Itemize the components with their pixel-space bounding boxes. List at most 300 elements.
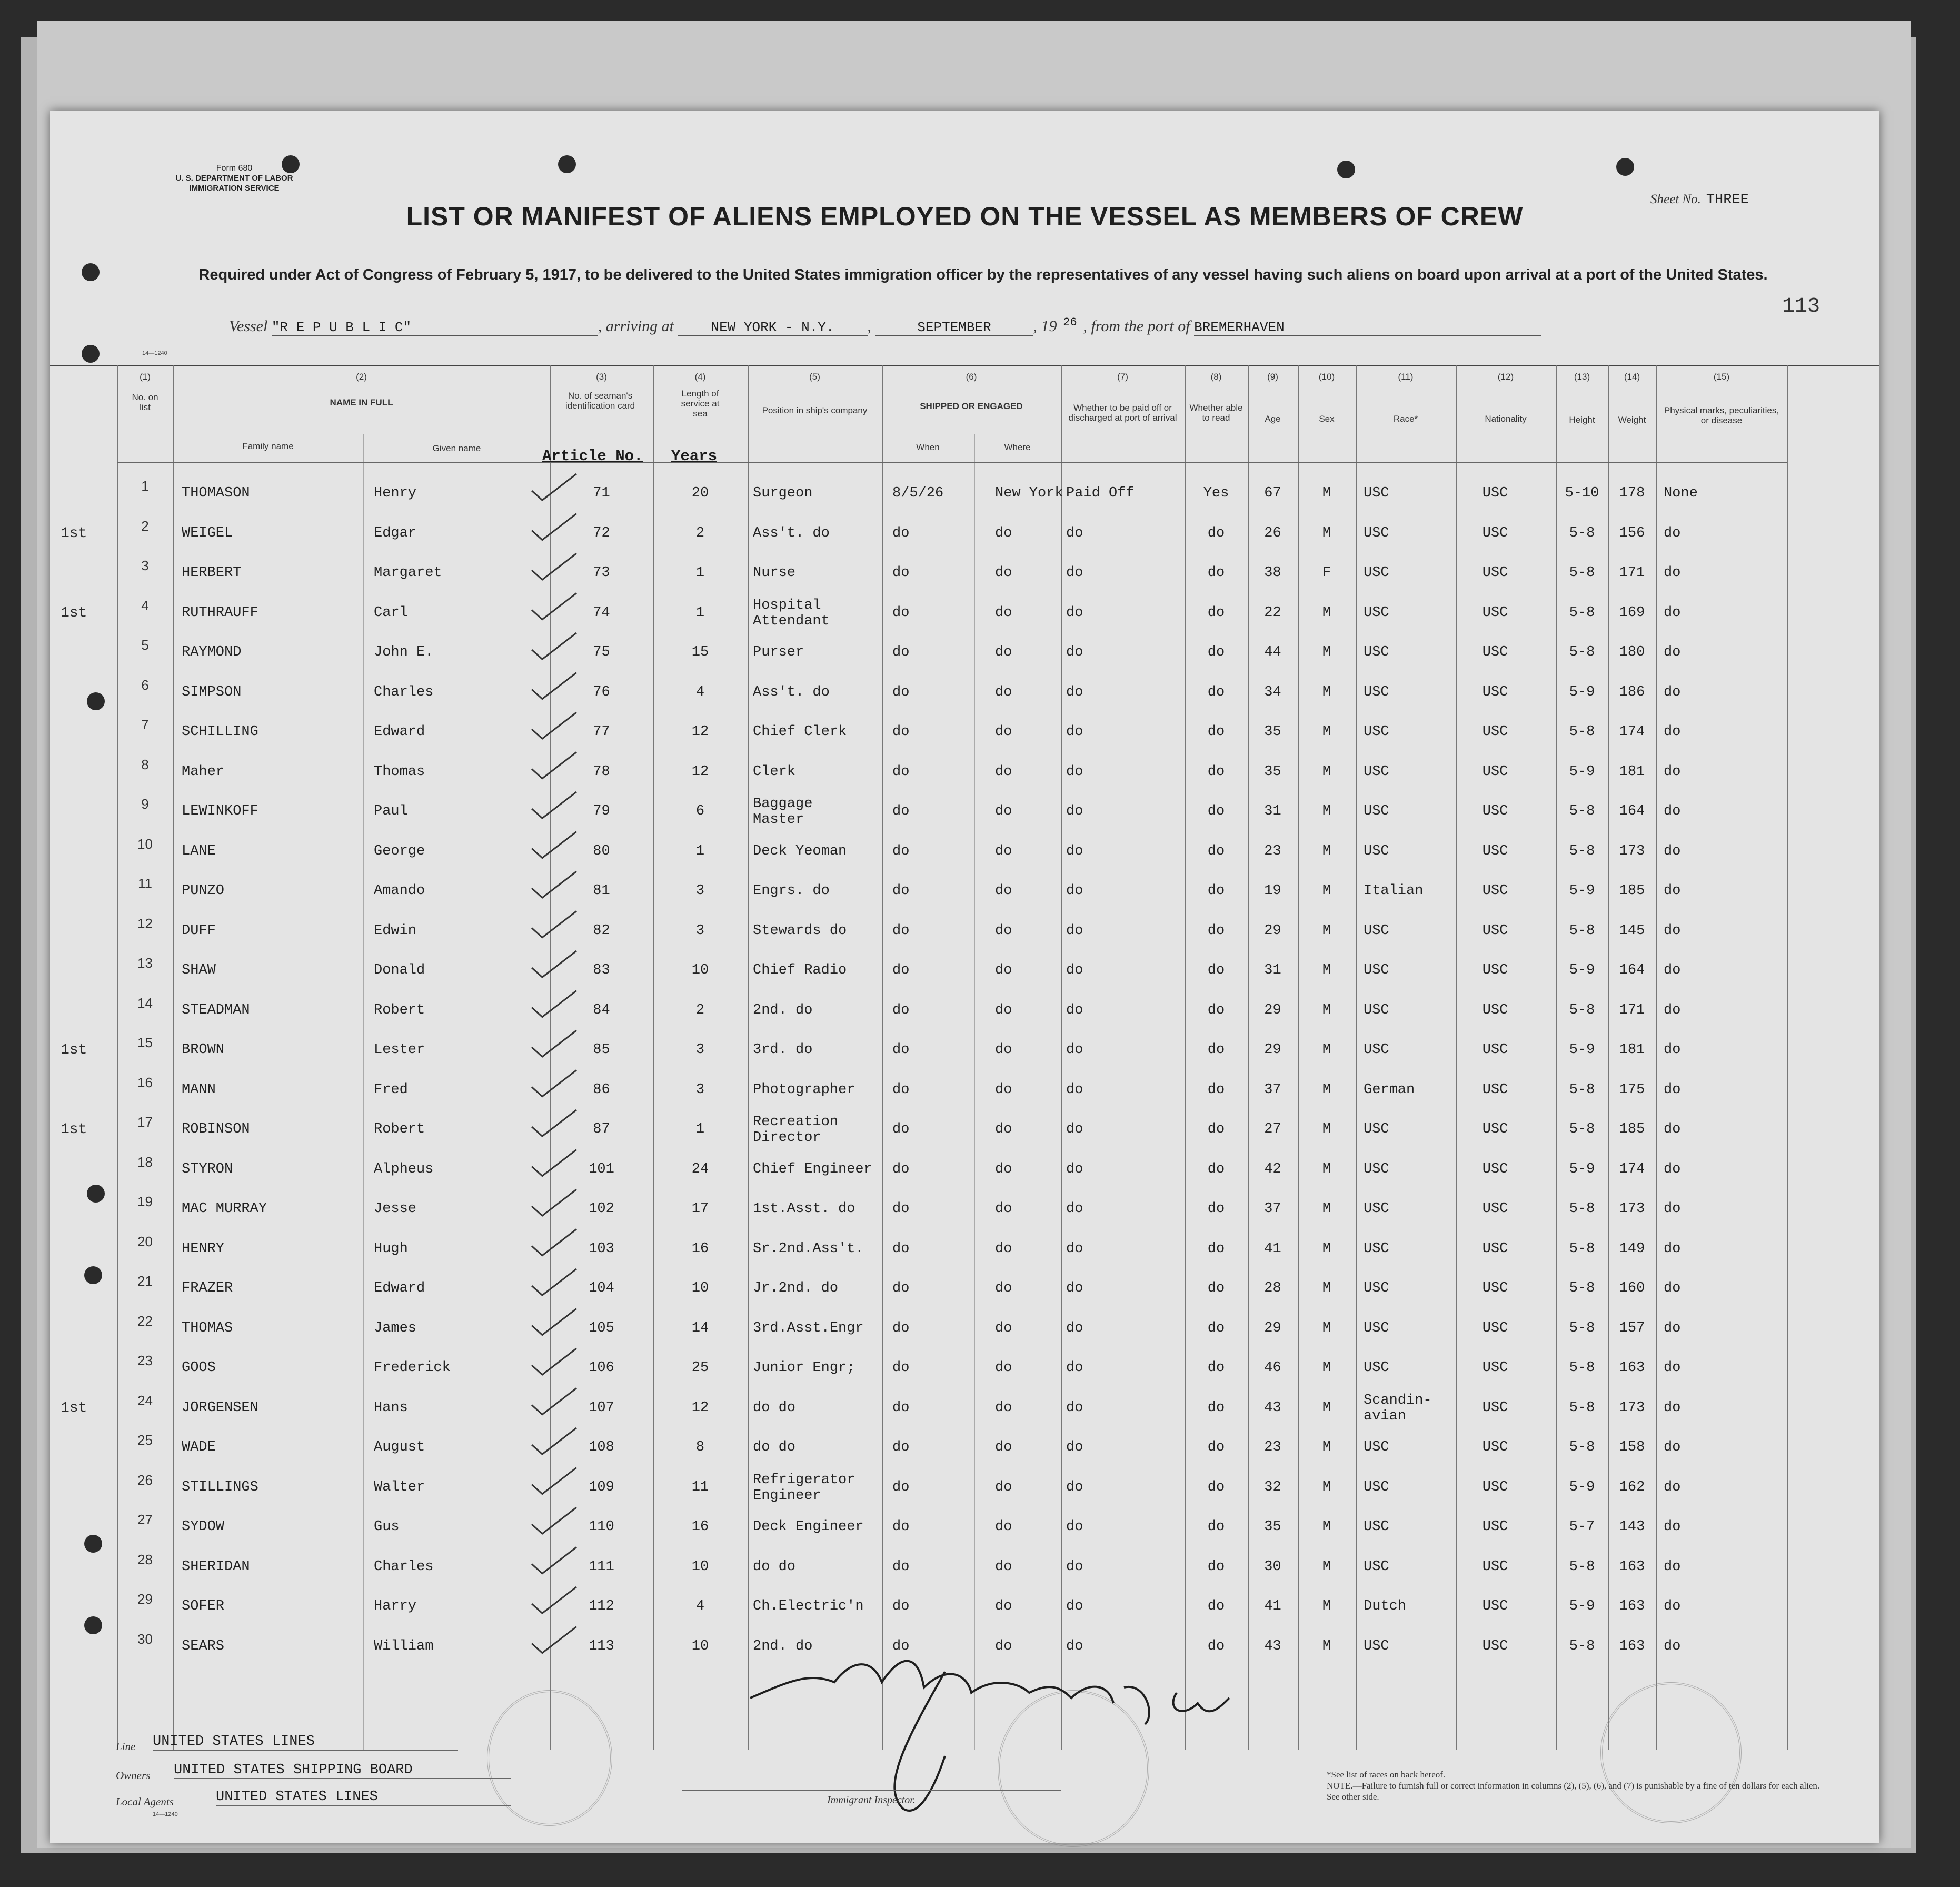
col-number: (6) — [966, 372, 977, 382]
sheet-number-label: Sheet No. — [1650, 192, 1701, 206]
cell-where: do — [995, 922, 1012, 939]
cell-where: do — [995, 1320, 1012, 1336]
cell-nat: USC — [1482, 883, 1508, 899]
cell-phys: do — [1664, 1360, 1681, 1376]
cell-w: 185 — [1619, 1121, 1645, 1137]
cell-nat: USC — [1482, 1002, 1508, 1018]
cell-w: 145 — [1619, 922, 1645, 939]
cell-n: 5 — [141, 637, 149, 653]
cell-card: 74 — [593, 604, 610, 621]
cell-pos: Ch.Electric'n — [753, 1598, 864, 1614]
check-mark — [532, 1587, 576, 1613]
cell-n: 14 — [137, 995, 153, 1011]
cell-sex: M — [1322, 1598, 1331, 1614]
cell-where: do — [995, 1558, 1012, 1575]
cell-nat: USC — [1482, 604, 1508, 621]
cell-years: 8 — [695, 1439, 705, 1455]
cell-h: 5-8 — [1569, 1638, 1595, 1654]
cell-nat: USC — [1482, 1360, 1508, 1376]
cell-n: 10 — [137, 836, 153, 852]
cell-given: James — [374, 1320, 417, 1336]
header-where: Where — [1004, 442, 1031, 452]
cell-age: 38 — [1264, 565, 1281, 581]
cell-sex: M — [1322, 883, 1331, 899]
check-mark — [532, 474, 576, 500]
cell-given: Edward — [374, 1280, 425, 1296]
cell-family: SIMPSON — [182, 684, 242, 700]
cell-family: LANE — [182, 843, 216, 859]
cell-phys: do — [1664, 1479, 1681, 1495]
cell-given: August — [374, 1439, 425, 1455]
cell-age: 41 — [1264, 1240, 1281, 1257]
cell-card: 71 — [593, 485, 610, 501]
inspector-label: Immigrant Inspector. — [682, 1790, 1061, 1806]
cell-age: 19 — [1264, 883, 1281, 899]
header-nationality: Nationality — [1485, 414, 1527, 424]
cell-given: Alpheus — [374, 1161, 434, 1177]
cell-years: 25 — [691, 1360, 709, 1376]
cell-h: 5-8 — [1569, 1002, 1595, 1018]
cell-phys: do — [1664, 565, 1681, 581]
cell-sex: M — [1322, 1280, 1331, 1296]
cell-card: 101 — [589, 1161, 614, 1177]
header-race: Race* — [1393, 414, 1418, 424]
form-number: Form 680 — [216, 164, 253, 173]
col-number: (12) — [1497, 372, 1514, 382]
cell-phys: do — [1664, 604, 1681, 621]
cell-n: 2 — [141, 518, 149, 534]
cell-years: 6 — [695, 803, 705, 819]
cell-read: do — [1207, 803, 1225, 819]
cell-sex: M — [1322, 1399, 1331, 1416]
cell-n: 19 — [137, 1194, 153, 1209]
cell-h: 5-8 — [1569, 644, 1595, 660]
check-mark — [532, 1269, 576, 1295]
cell-h: 5-8 — [1569, 1081, 1595, 1098]
cell-phys: do — [1664, 1280, 1681, 1296]
cell-years: 4 — [695, 1598, 705, 1614]
cell-nat: USC — [1482, 1161, 1508, 1177]
col-number: (5) — [809, 372, 820, 382]
header-no-on-list: No. on list — [132, 392, 158, 412]
col-number: (8) — [1210, 372, 1222, 382]
cell-read: do — [1207, 1201, 1225, 1217]
cell-w: 160 — [1619, 1280, 1645, 1296]
cell-given: Harry — [374, 1598, 417, 1614]
cell-where: do — [995, 724, 1012, 740]
cell-h: 5-8 — [1569, 525, 1595, 541]
cell-years: 16 — [691, 1519, 709, 1535]
cell-given: Charles — [374, 1558, 434, 1575]
cell-sex: M — [1322, 1081, 1331, 1098]
cell-given: Henry — [374, 485, 417, 501]
cell-h: 5-9 — [1569, 883, 1595, 899]
check-mark — [532, 871, 576, 898]
cell-years: 3 — [695, 883, 705, 899]
cell-age: 28 — [1264, 1280, 1281, 1296]
arrival-port: NEW YORK - N.Y. — [678, 320, 868, 336]
cell-paid: do — [1066, 525, 1083, 541]
cell-card: 75 — [593, 644, 610, 660]
cell-paid: do — [1066, 1161, 1083, 1177]
cell-nat: USC — [1482, 843, 1508, 859]
cell-race: USC — [1364, 525, 1389, 541]
cell-sex: M — [1322, 1240, 1331, 1257]
cell-race: USC — [1364, 803, 1389, 819]
cell-years: 11 — [691, 1479, 709, 1495]
cell-when: do — [892, 525, 910, 541]
cell-read: do — [1207, 922, 1225, 939]
cell-nat: USC — [1482, 1081, 1508, 1098]
cell-h: 5-8 — [1569, 1240, 1595, 1257]
cell-read: do — [1207, 604, 1225, 621]
cell-when: do — [892, 1479, 910, 1495]
cell-phys: do — [1664, 763, 1681, 780]
cell-paid: do — [1066, 962, 1083, 978]
cell-where: do — [995, 1638, 1012, 1654]
cell-years: 3 — [695, 922, 705, 939]
cell-sex: M — [1322, 644, 1331, 660]
cell-nat: USC — [1482, 1439, 1508, 1455]
cell-paid: do — [1066, 1519, 1083, 1535]
cell-family: STILLINGS — [182, 1479, 258, 1495]
cell-phys: do — [1664, 724, 1681, 740]
cell-race: USC — [1364, 1161, 1389, 1177]
cell-h: 5-8 — [1569, 1121, 1595, 1137]
cell-nat: USC — [1482, 1479, 1508, 1495]
cell-age: 46 — [1264, 1360, 1281, 1376]
header-years: Years — [671, 448, 718, 465]
cell-card: 79 — [593, 803, 610, 819]
cell-h: 5-8 — [1569, 922, 1595, 939]
cell-where: do — [995, 1201, 1012, 1217]
cell-mark: 1st — [61, 1121, 87, 1138]
vessel-name: "R E P U B L I C" — [272, 320, 598, 336]
cell-n: 20 — [137, 1233, 153, 1249]
cell-sex: M — [1322, 1360, 1331, 1376]
cell-pos: Junior Engr; — [753, 1360, 855, 1376]
arrival-month: SEPTEMBER — [875, 320, 1033, 336]
cell-when: do — [892, 1598, 910, 1614]
header-shipped: SHIPPED OR ENGAGED — [920, 401, 1023, 411]
cell-read: Yes — [1203, 485, 1229, 501]
check-mark — [532, 752, 576, 779]
cell-when: do — [892, 962, 910, 978]
cell-paid: do — [1066, 724, 1083, 740]
cell-where: do — [995, 1598, 1012, 1614]
cell-given: Margaret — [374, 565, 442, 581]
cell-phys: do — [1664, 843, 1681, 859]
cell-mark: 1st — [61, 1042, 87, 1058]
cell-n: 6 — [141, 677, 149, 693]
header-able-read: Whether able to read — [1189, 403, 1243, 423]
cell-read: do — [1207, 525, 1225, 541]
cell-years: 1 — [695, 843, 705, 859]
cell-card: 81 — [593, 883, 610, 899]
cell-race: USC — [1364, 684, 1389, 700]
footnotes — [1327, 1769, 1832, 1802]
cell-where: do — [995, 1002, 1012, 1018]
cell-nat: USC — [1482, 962, 1508, 978]
cell-read: do — [1207, 1598, 1225, 1614]
cell-pos: 3rd. do — [753, 1042, 813, 1058]
cell-card: 77 — [593, 724, 610, 740]
cell-sex: M — [1322, 1320, 1331, 1336]
cell-given: Jesse — [374, 1201, 417, 1217]
cell-paid: Paid Off — [1066, 485, 1135, 501]
cell-nat: USC — [1482, 763, 1508, 780]
cell-n: 28 — [137, 1551, 153, 1567]
cell-age: 37 — [1264, 1081, 1281, 1098]
cell-given: Edgar — [374, 525, 417, 541]
vessel-line: Vessel "R E P U B L I C" , arriving at NEW YORK - N.Y. , SEPTEMBER , 19 26 , from the port of BREMERHAVEN — [229, 316, 1541, 336]
cell-w: 174 — [1619, 724, 1645, 740]
cell-w: 143 — [1619, 1519, 1645, 1535]
cell-family: LEWINKOFF — [182, 803, 258, 819]
check-mark — [532, 673, 576, 699]
cell-card: 106 — [589, 1360, 614, 1376]
cell-sex: M — [1322, 1201, 1331, 1217]
cell-where: do — [995, 1439, 1012, 1455]
cell-mark: 1st — [61, 525, 87, 542]
cell-sex: M — [1322, 843, 1331, 859]
cell-paid: do — [1066, 1399, 1083, 1416]
cell-race: USC — [1364, 1121, 1389, 1137]
cell-w: 163 — [1619, 1598, 1645, 1614]
cell-given: Thomas — [374, 763, 425, 780]
cell-n: 11 — [138, 876, 152, 891]
cell-sex: M — [1322, 485, 1331, 501]
header-id-card: No. of seaman's identification card — [565, 391, 635, 411]
cell-card: 111 — [589, 1558, 614, 1575]
cell-race: USC — [1364, 1479, 1389, 1495]
cell-n: 8 — [141, 756, 149, 772]
cell-sex: M — [1322, 1558, 1331, 1575]
page-subtitle: Required under Act of Congress of February 5, 1917, to be delivered to the United States immigration officer by the representatives of any vessel having such aliens on board upon arrival at a port of the United States. — [198, 266, 1768, 283]
cell-phys: do — [1664, 1161, 1681, 1177]
cell-given: Charles — [374, 684, 434, 700]
cell-family: SHAW — [182, 962, 216, 978]
cell-w: 186 — [1619, 684, 1645, 700]
cell-w: 181 — [1619, 763, 1645, 780]
cell-sex: M — [1322, 1479, 1331, 1495]
cell-paid: do — [1066, 922, 1083, 939]
cell-phys: do — [1664, 1201, 1681, 1217]
cell-paid: do — [1066, 1638, 1083, 1654]
check-mark — [532, 1070, 576, 1097]
header-when: When — [916, 442, 940, 452]
cell-card: 113 — [589, 1638, 614, 1654]
cell-w: 163 — [1619, 1558, 1645, 1575]
cell-race: USC — [1364, 1201, 1389, 1217]
header-sex: Sex — [1319, 414, 1335, 424]
cell-pos: 3rd.Asst.Engr — [753, 1320, 864, 1336]
cell-race: Scandin- avian — [1364, 1392, 1432, 1424]
cell-w: 173 — [1619, 843, 1645, 859]
cell-nat: USC — [1482, 525, 1508, 541]
cell-h: 5-9 — [1569, 1598, 1595, 1614]
cell-pos: Sr.2nd.Ass't. — [753, 1240, 864, 1257]
cell-race: German — [1364, 1081, 1415, 1098]
cell-nat: USC — [1482, 644, 1508, 660]
cell-n: 27 — [137, 1512, 153, 1527]
cell-where: do — [995, 565, 1012, 581]
stamped-page-number: 113 — [1782, 295, 1820, 319]
cell-when: do — [892, 1638, 910, 1654]
cell-age: 35 — [1264, 724, 1281, 740]
cell-race: USC — [1364, 962, 1389, 978]
cell-race: USC — [1364, 485, 1389, 501]
cell-where: do — [995, 644, 1012, 660]
cell-given: William — [374, 1638, 434, 1654]
agents-code: 14—1240 — [153, 1811, 178, 1818]
cell-nat: USC — [1482, 1121, 1508, 1137]
cell-phys: do — [1664, 883, 1681, 899]
cell-phys: None — [1664, 485, 1698, 501]
cell-age: 37 — [1264, 1201, 1281, 1217]
check-mark — [532, 1309, 576, 1335]
cell-n: 13 — [137, 955, 153, 971]
cell-card: 107 — [589, 1399, 614, 1416]
cell-where: do — [995, 1161, 1012, 1177]
cell-race: USC — [1364, 1042, 1389, 1058]
cell-age: 67 — [1264, 485, 1281, 501]
cell-when: do — [892, 684, 910, 700]
cell-race: Dutch — [1364, 1598, 1407, 1614]
cell-when: do — [892, 1081, 910, 1098]
cell-when: do — [892, 803, 910, 819]
departure-port: BREMERHAVEN — [1194, 320, 1541, 336]
cell-when: do — [892, 644, 910, 660]
cell-years: 16 — [691, 1240, 709, 1257]
cell-pos: Chief Clerk — [753, 724, 847, 740]
owners-value: UNITED STATES SHIPPING BOARD — [174, 1762, 511, 1779]
cell-sex: M — [1322, 803, 1331, 819]
cell-given: Hans — [374, 1399, 408, 1416]
cell-sex: M — [1322, 922, 1331, 939]
cell-age: 29 — [1264, 1042, 1281, 1058]
cell-age: 32 — [1264, 1479, 1281, 1495]
cell-paid: do — [1066, 1558, 1083, 1575]
cell-family: RUTHRAUFF — [182, 604, 258, 621]
cell-race: USC — [1364, 1519, 1389, 1535]
header-paid-off: Whether to be paid off or discharged at port of arrival — [1068, 403, 1177, 423]
header-article-no: Article No. — [542, 448, 643, 465]
cell-h: 5-9 — [1569, 763, 1595, 780]
cell-card: 104 — [589, 1280, 614, 1296]
cell-phys: do — [1664, 1439, 1681, 1455]
cell-phys: do — [1664, 803, 1681, 819]
cell-pos: Clerk — [753, 763, 796, 780]
check-mark — [532, 1110, 576, 1136]
cell-nat: USC — [1482, 1598, 1508, 1614]
cell-w: 162 — [1619, 1479, 1645, 1495]
check-mark — [532, 712, 576, 739]
cell-h: 5-8 — [1569, 1439, 1595, 1455]
cell-when: do — [892, 1558, 910, 1575]
cell-h: 5-9 — [1569, 962, 1595, 978]
cell-card: 86 — [593, 1081, 610, 1098]
cell-pos: Surgeon — [753, 485, 813, 501]
cell-n: 23 — [137, 1353, 153, 1368]
cell-h: 5-10 — [1565, 485, 1599, 501]
cell-race: USC — [1364, 1320, 1389, 1336]
cell-years: 4 — [695, 684, 705, 700]
cell-age: 26 — [1264, 525, 1281, 541]
cell-n: 9 — [141, 796, 149, 812]
cell-when: do — [892, 1399, 910, 1416]
cell-years: 1 — [695, 1121, 705, 1137]
agents-value: UNITED STATES LINES — [216, 1789, 511, 1806]
check-mark — [532, 553, 576, 580]
check-mark — [532, 1388, 576, 1415]
cell-pos: Baggage Master — [753, 796, 813, 828]
col-number: (14) — [1624, 372, 1640, 382]
cell-paid: do — [1066, 1280, 1083, 1296]
cell-w: 158 — [1619, 1439, 1645, 1455]
cell-pos: do do — [753, 1399, 796, 1416]
check-mark — [532, 1468, 576, 1494]
cell-read: do — [1207, 1240, 1225, 1257]
cell-given: Carl — [374, 604, 408, 621]
cell-read: do — [1207, 1161, 1225, 1177]
cell-h: 5-9 — [1569, 1479, 1595, 1495]
cell-pos: Chief Radio — [753, 962, 847, 978]
cell-nat: USC — [1482, 1320, 1508, 1336]
cell-h: 5-7 — [1569, 1519, 1595, 1535]
cell-nat: USC — [1482, 1558, 1508, 1575]
cell-card: 80 — [593, 843, 610, 859]
cell-h: 5-8 — [1569, 1399, 1595, 1416]
cell-given: Paul — [374, 803, 408, 819]
header-length-service: Length of service at sea — [681, 389, 720, 419]
cell-family: SYDOW — [182, 1519, 225, 1535]
cell-age: 43 — [1264, 1638, 1281, 1654]
cell-family: THOMASON — [182, 485, 250, 501]
cell-where: do — [995, 962, 1012, 978]
cell-given: Robert — [374, 1002, 425, 1018]
cell-n: 22 — [137, 1313, 153, 1329]
cell-when: do — [892, 922, 910, 939]
cell-age: 27 — [1264, 1121, 1281, 1137]
check-mark — [532, 1627, 576, 1653]
col-number: (13) — [1574, 372, 1590, 382]
check-mark — [532, 991, 576, 1017]
cell-w: 180 — [1619, 644, 1645, 660]
cell-h: 5-8 — [1569, 565, 1595, 581]
cell-where: do — [995, 1121, 1012, 1137]
cell-family: PUNZO — [182, 883, 225, 899]
cell-w: 149 — [1619, 1240, 1645, 1257]
cell-read: do — [1207, 1081, 1225, 1098]
cell-nat: USC — [1482, 485, 1508, 501]
cell-race: USC — [1364, 843, 1389, 859]
cell-read: do — [1207, 1479, 1225, 1495]
cell-n: 26 — [137, 1472, 153, 1488]
cell-w: 173 — [1619, 1201, 1645, 1217]
cell-years: 17 — [691, 1201, 709, 1217]
cell-where: do — [995, 604, 1012, 621]
cell-h: 5-9 — [1569, 684, 1595, 700]
cell-race: USC — [1364, 1240, 1389, 1257]
footnote-races: *See list of races on back hereof. — [1327, 1770, 1446, 1780]
check-mark — [532, 593, 576, 620]
cell-given: Lester — [374, 1042, 425, 1058]
cell-race: USC — [1364, 644, 1389, 660]
footnote-penalty: NOTE.—Failure to furnish full or correct information in columns (2), (5), (6), and (7) is punishable by a fine of ten dollars for each alien. See other side. — [1327, 1781, 1820, 1802]
cell-age: 29 — [1264, 1320, 1281, 1336]
cell-phys: do — [1664, 1121, 1681, 1137]
